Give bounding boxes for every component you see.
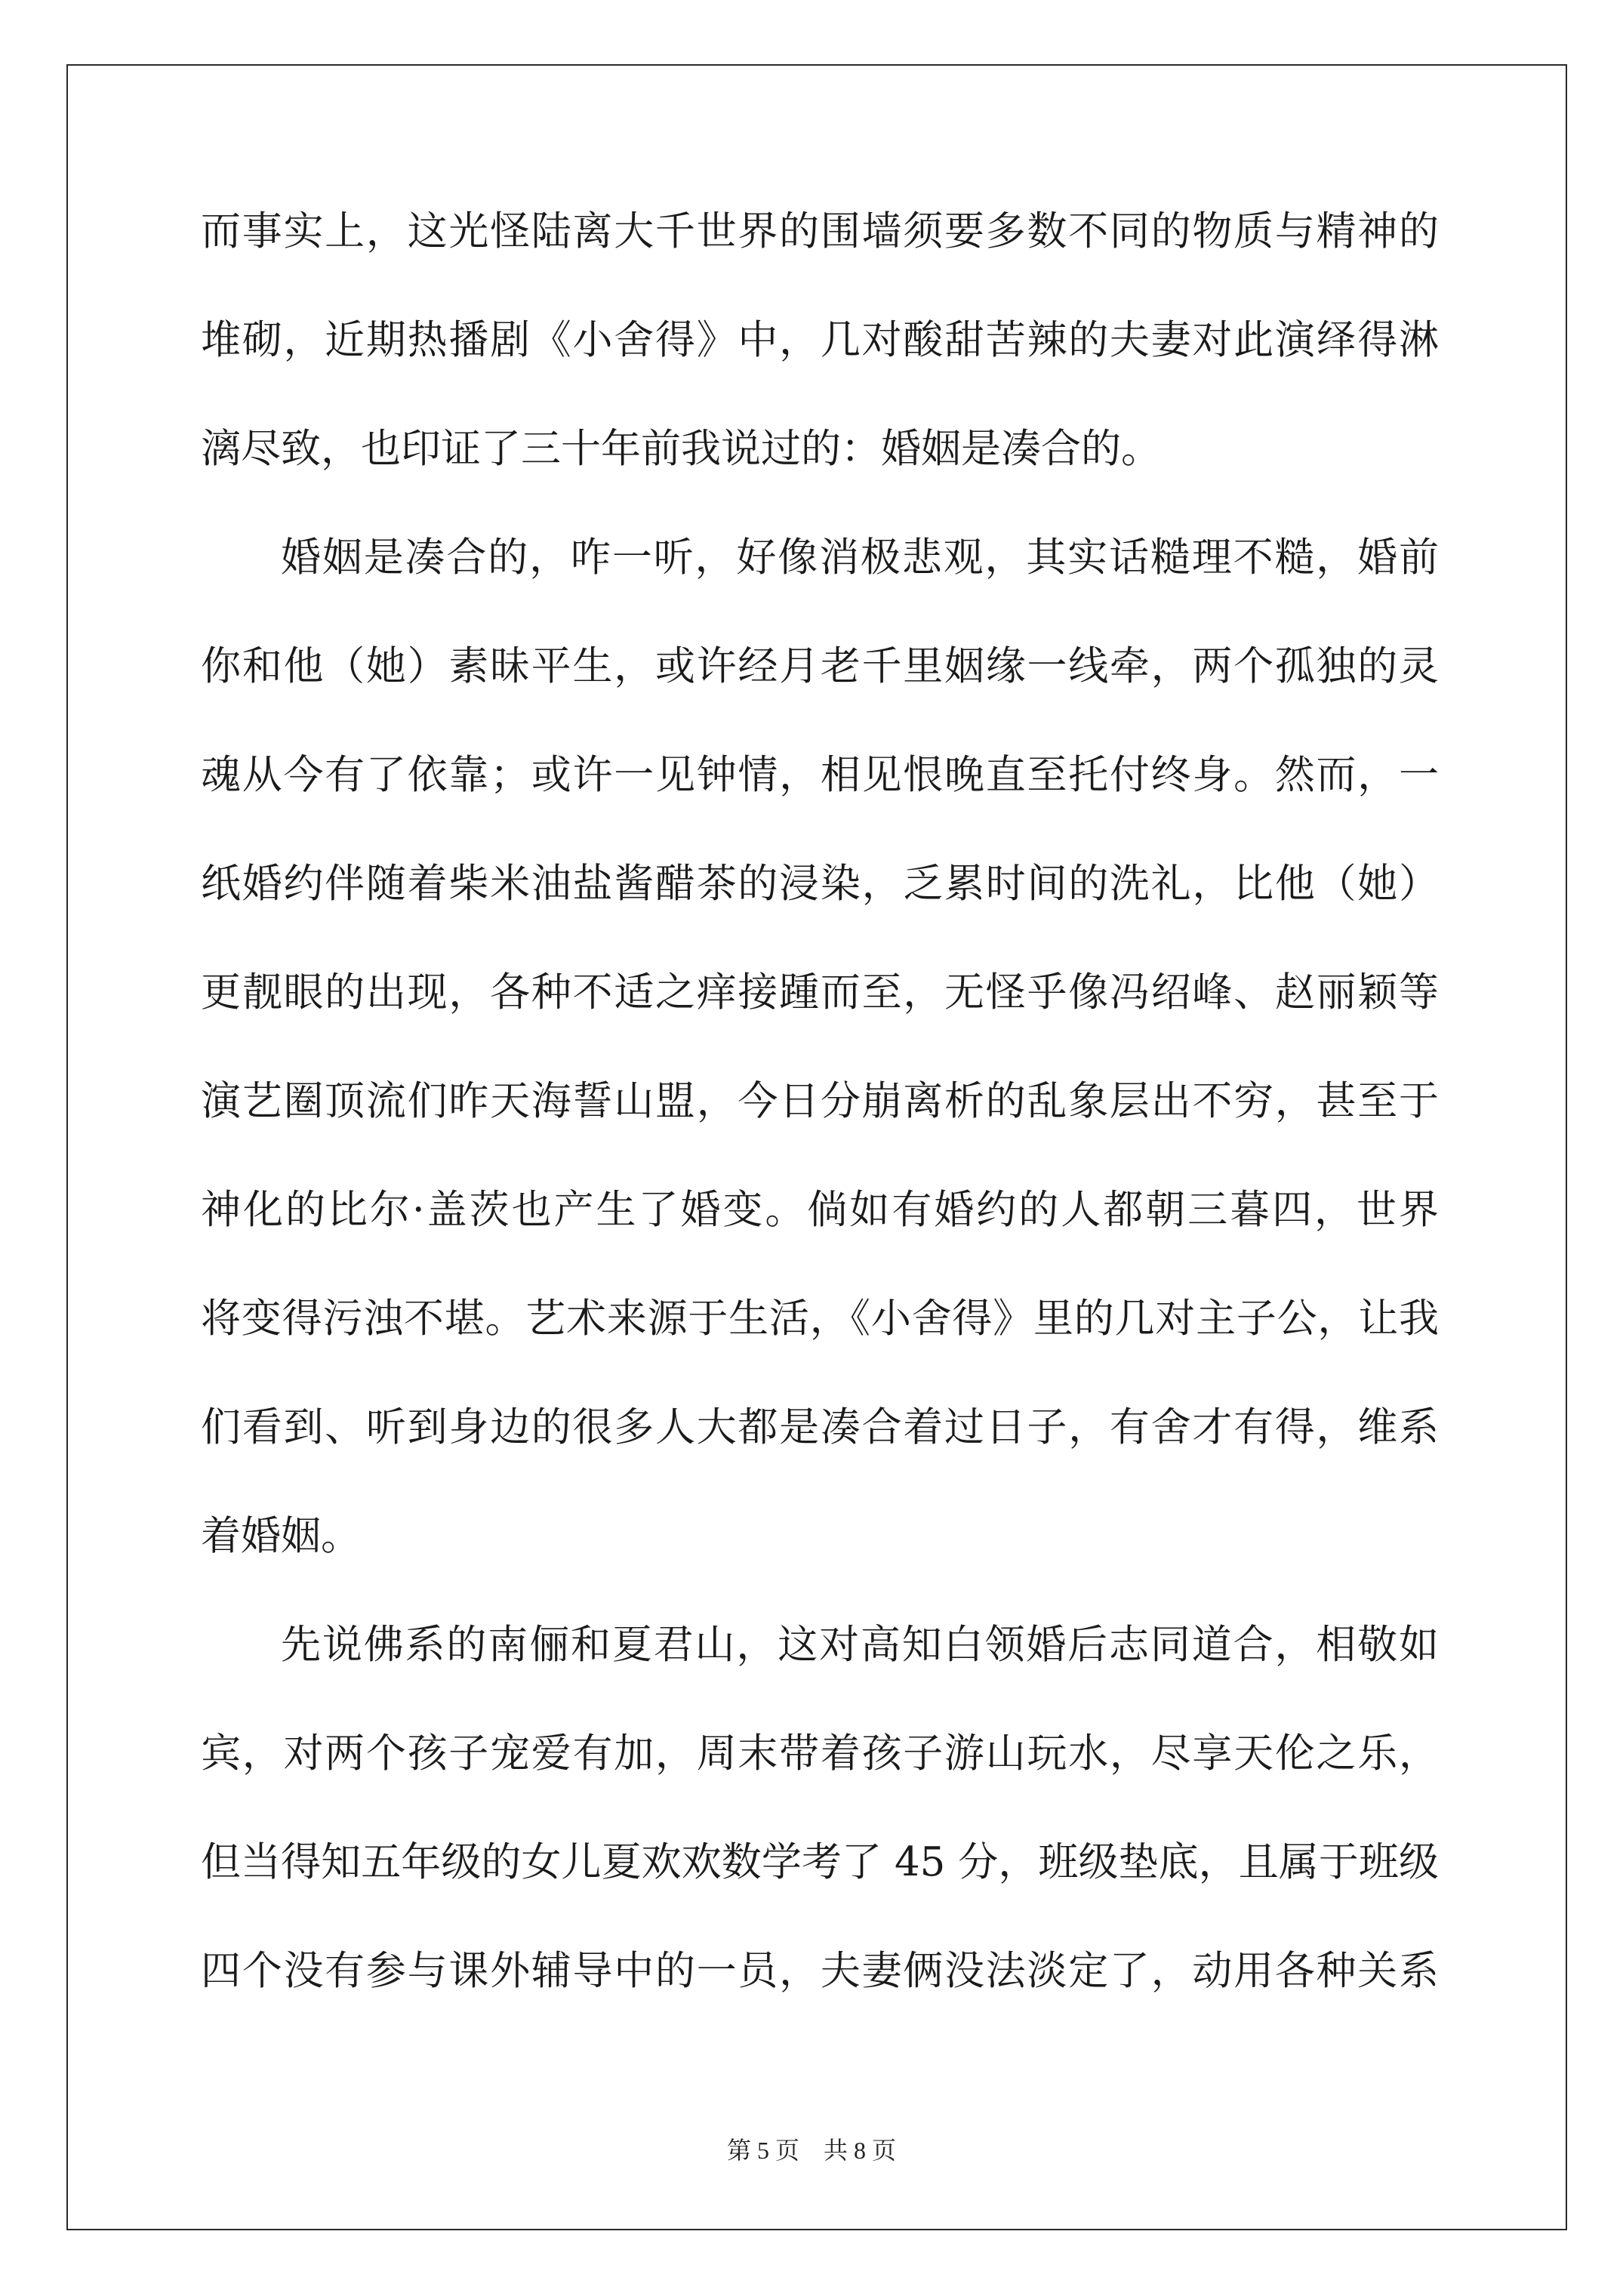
text-line: 堆砌，近期热播剧《小舍得》中，几对酸甜苦辣的夫妻对此演绎得淋 [201, 317, 1439, 363]
text-line: 们看到、听到身边的很多人大都是凑合着过日子，有舍才有得，维系 [201, 1404, 1439, 1450]
text-line: 漓尽致，也印证了三十年前我说过的：婚姻是凑合的。 [201, 426, 1161, 472]
text-line: 神化的比尔·盖茨也产生了婚变。倘如有婚约的人都朝三暮四，世界 [201, 1187, 1439, 1233]
text-line: 更靓眼的出现，各种不适之痒接踵而至，无怪乎像冯绍峰、赵丽颖等 [201, 969, 1439, 1015]
page-number-footer: 第 5 页 共 8 页 [726, 2137, 896, 2164]
text-line: 四个没有参与课外辅导中的一员，夫妻俩没法淡定了，动用各种关系 [201, 1948, 1439, 1994]
text-line: 你和他（她）素昧平生，或许经月老千里姻缘一线牵，两个孤独的灵 [201, 643, 1439, 689]
text-line: 演艺圈顶流们昨天海誓山盟，今日分崩离析的乱象层出不穷，甚至于 [201, 1078, 1439, 1124]
text-line: 宾，对两个孩子宠爱有加，周末带着孩子游山玩水，尽享天伦之乐， [201, 1730, 1439, 1777]
text-line: 纸婚约伴随着柴米油盐酱醋茶的浸染，乏累时间的洗礼，比他（她） [201, 861, 1439, 907]
document-body [201, 208, 1439, 2060]
text-line: 魂从今有了依靠；或许一见钟情，相见恨晚直至托付终身。然而，一 [201, 752, 1439, 798]
text-line: 着婚姻。 [201, 1513, 361, 1559]
text-line: 婚姻是凑合的，咋一听，好像消极悲观，其实话糙理不糙，婚前 [281, 535, 1439, 581]
text-line: 而事实上，这光怪陆离大千世界的围墙须要多数不同的物质与精神的 [201, 208, 1439, 254]
text-line: 但当得知五年级的女儿夏欢欢数学考了 45 分，班级垫底，且属于班级 [201, 1839, 1439, 1885]
text-line: 先说佛系的南俪和夏君山，这对高知白领婚后志同道合，相敬如 [281, 1622, 1439, 1668]
text-line: 将变得污浊不堪。艺术来源于生活，《小舍得》里的几对主子公，让我 [201, 1296, 1439, 1342]
